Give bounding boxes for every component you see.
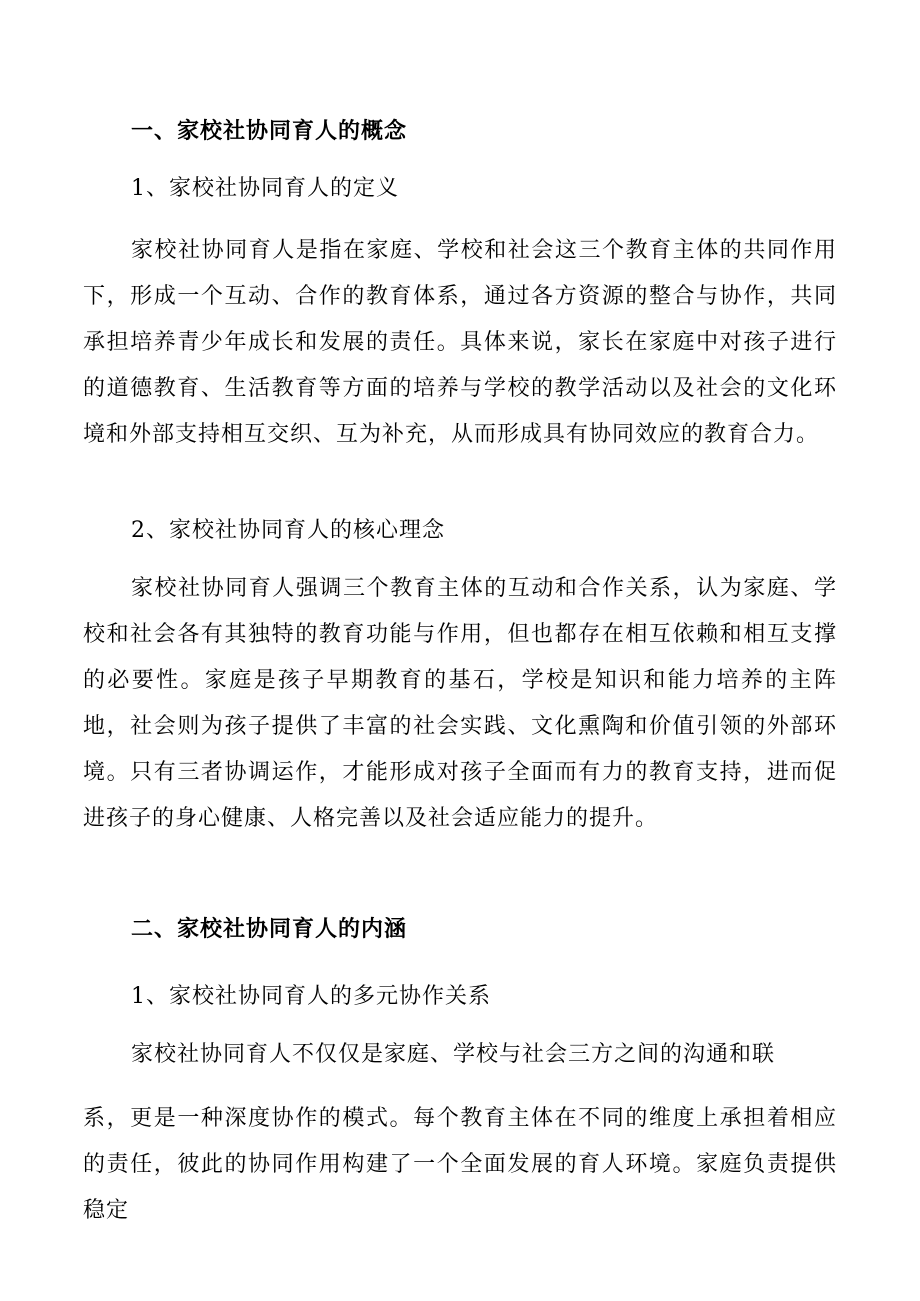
section-1-1-paragraph: 家校社协同育人是指在家庭、学校和社会这三个教育主体的共同作用下，形成一个互动、合作的教育体系，通过各方资源的整合与协作，共同承担培养青少年成长和发展的责任。具体来说，家长在家庭中对孩子进行的道德教育、生活教育等方面的培养与学校的教学活动以及社会的文化环境和外部支持相互交织、互为补充，从而形成具有协同效应的教育合力。 [83, 238, 837, 447]
section-1-1-heading: 1、家校社协同育人的定义 [131, 176, 399, 201]
section-2-1-paragraph-continued: 系，更是一种深度协作的模式。每个教育主体在不同的维度上承担着相应的责任，彼此的协同作用构建了一个全面发展的育人环境。家庭负责提供稳定 [83, 1106, 837, 1223]
section-1-2-heading: 2、家校社协同育人的核心理念 [131, 518, 445, 543]
section-2-1-heading: 1、家校社协同育人的多元协作关系 [131, 984, 491, 1009]
section-1-2-paragraph: 家校社协同育人强调三个教育主体的互动和合作关系，认为家庭、学校和社会各有其独特的教育功能与作用，但也都存在相互依赖和相互支撑的必要性。家庭是孩子早期教育的基石，学校是知识和能力培养的主阵地，社会则为孩子提供了丰富的社会实践、文化熏陶和价值引领的外部环境。只有三者协调运作，才能形成对孩子全面而有力的教育支持，进而促进孩子的身心健康、人格完善以及社会适应能力的提升。 [83, 576, 837, 831]
section-1-heading: 一、家校社协同育人的概念 [131, 118, 408, 144]
section-2-1-paragraph-first-line: 家校社协同育人不仅仅是家庭、学校与社会三方之间的沟通和联 [131, 1042, 776, 1067]
section-2-heading: 二、家校社协同育人的内涵 [131, 916, 408, 942]
